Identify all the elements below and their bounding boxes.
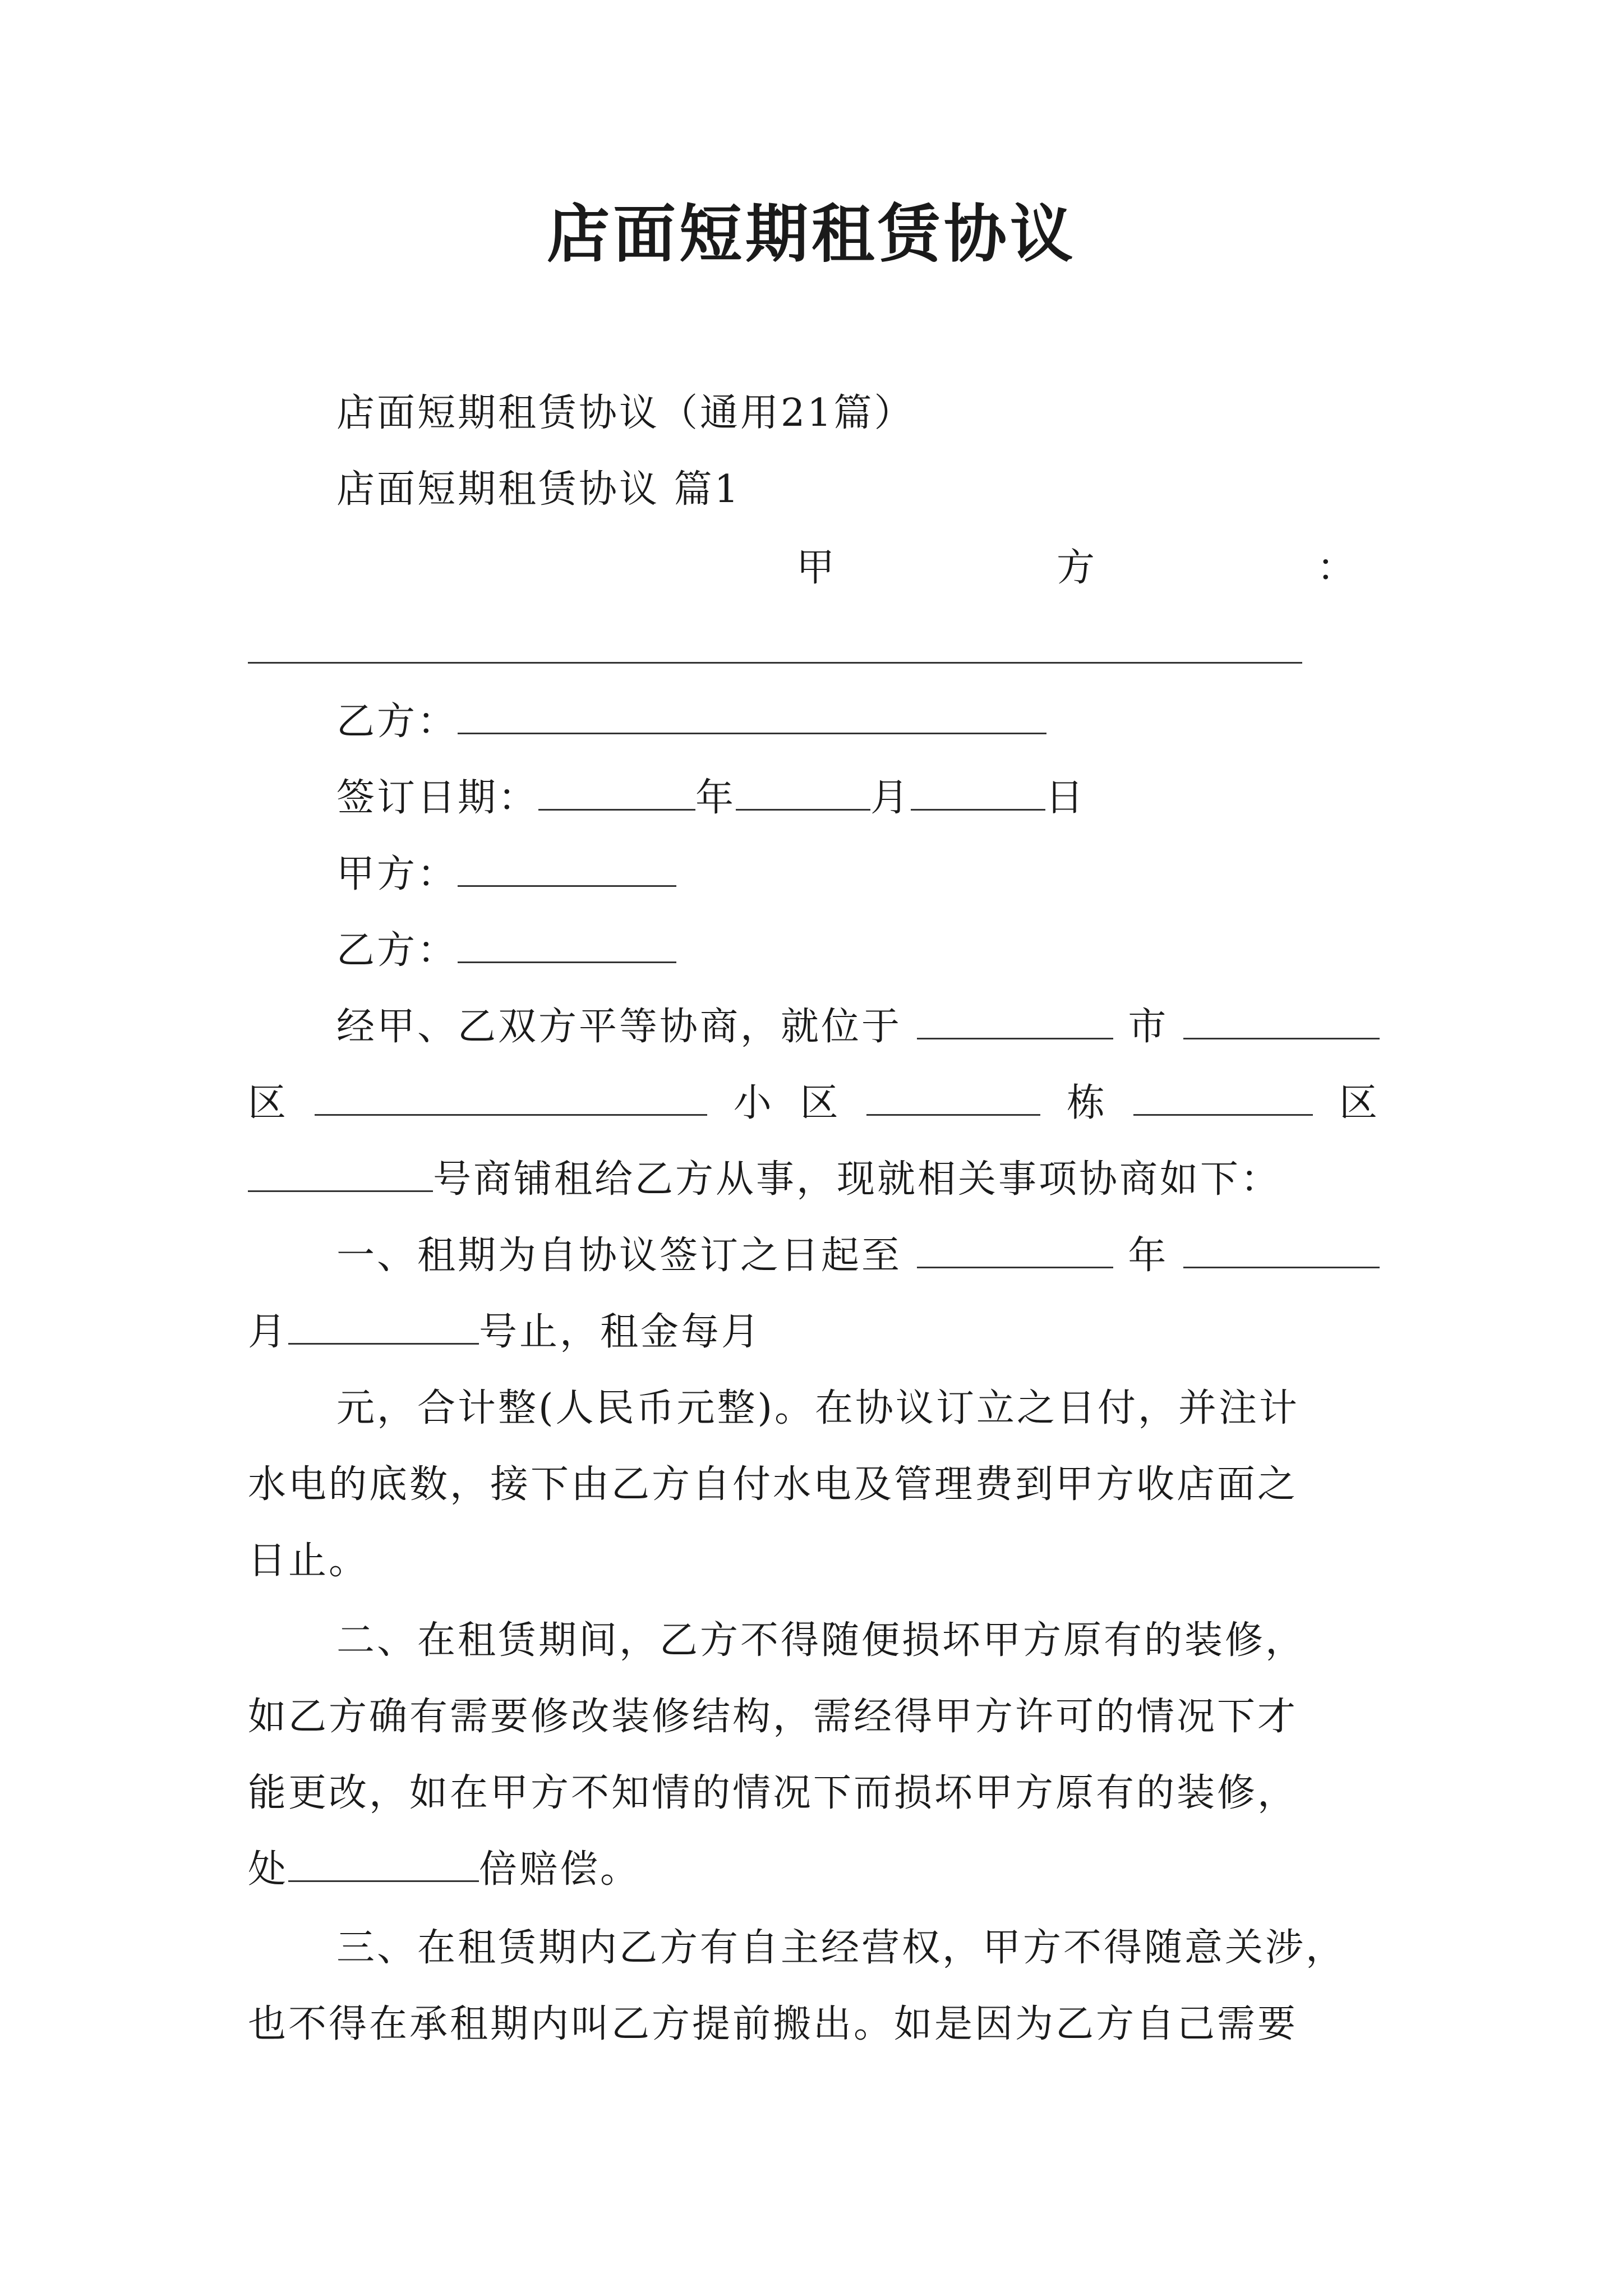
sign-date-label: 签订日期： <box>336 776 539 820</box>
p1-text-a: 经甲、乙双方平等协商，就位于 <box>336 1005 902 1049</box>
p1-city-blank <box>917 1004 1113 1039</box>
month-blank <box>736 775 870 811</box>
party-a-colon: ： <box>1316 546 1357 590</box>
p4-text-b: 倍赔偿。 <box>479 1847 641 1892</box>
subtitle: 店面短期租赁协议（通用21篇） <box>336 391 915 435</box>
p1-text-h: 号商铺租给乙方从事，现就相关事项协商如下： <box>433 1157 1281 1202</box>
paragraph-1-line-2 <box>248 1078 1380 1129</box>
p2-text-a: 一、租期为自协议签订之日起至 <box>336 1234 902 1278</box>
paragraph-2-line-1 <box>336 1231 1380 1281</box>
p1-area-label: 区 <box>800 1081 841 1125</box>
paragraph-5-line-2: 也不得在承租期内叫乙方提前搬出。如是因为乙方自己需要 <box>248 2002 1298 2046</box>
paragraph-2-line-2 <box>248 1307 1398 1358</box>
party-b-short-blank <box>458 928 676 963</box>
p1-area-blank <box>315 1080 707 1116</box>
p1-district-blank <box>1183 1004 1380 1039</box>
p2-year-label: 年 <box>1128 1234 1169 1278</box>
p1-zone-label: 区 <box>1339 1081 1380 1125</box>
year-blank <box>538 775 695 811</box>
paragraph-4-line-1: 二、在租赁期间，乙方不得随便损坏甲方原有的装修， <box>336 1618 1306 1663</box>
party-a-fill-line <box>248 662 1302 664</box>
paragraph-4-line-2: 如乙方确有需要修改装修结构，需经得甲方许可的情况下才 <box>248 1695 1298 1739</box>
party-a-short-line <box>336 849 1402 900</box>
paragraph-3-line-2: 水电的底数，接下由乙方自付水电及管理费到甲方收店面之 <box>248 1462 1298 1507</box>
p1-city-label: 市 <box>1128 1005 1169 1049</box>
party-a-short-blank <box>458 852 676 887</box>
day-blank <box>911 775 1045 811</box>
year-label: 年 <box>695 776 736 820</box>
p4-multiple-blank <box>288 1847 479 1882</box>
p2-text-d: 号止，租金每月 <box>479 1310 762 1354</box>
day-label: 日 <box>1045 776 1086 820</box>
month-label: 月 <box>870 776 911 820</box>
paragraph-1-line-1 <box>336 1002 1380 1052</box>
party-b-line <box>336 697 1402 747</box>
p2-day-blank <box>288 1309 479 1345</box>
p2-year-blank <box>917 1233 1113 1268</box>
p1-district-label: 区 <box>248 1081 289 1125</box>
party-a-heading <box>796 543 1357 593</box>
p1-small-label: 小 <box>733 1081 774 1125</box>
party-a-short-label: 甲方： <box>336 852 458 896</box>
party-b-short-line <box>336 926 1402 976</box>
party-b-label: 乙方： <box>336 700 458 744</box>
p1-zone-blank <box>1133 1080 1313 1116</box>
document-title: 店面短期租赁协议 <box>547 197 1076 271</box>
paragraph-4-line-4 <box>248 1844 1398 1895</box>
p1-building-label: 栋 <box>1067 1081 1108 1125</box>
paragraph-3-line-1: 元，合计整(人民币元整)。在协议订立之日付，并注计 <box>336 1386 1300 1430</box>
p2-month-blank <box>1183 1233 1380 1268</box>
party-a-char-2: 方 <box>1056 546 1097 590</box>
sign-date-line <box>336 773 1402 823</box>
p2-month-label: 月 <box>248 1310 289 1354</box>
party-b-short-label: 乙方： <box>336 928 458 973</box>
party-b-blank <box>458 699 1046 734</box>
paragraph-3-line-3: 日止。 <box>248 1539 370 1583</box>
p4-text-a: 处 <box>248 1847 289 1892</box>
paragraph-4-line-3: 能更改，如在甲方不知情的情况下而损坏甲方原有的装修， <box>248 1771 1298 1815</box>
paragraph-1-line-3 <box>248 1154 1398 1205</box>
p1-number-blank <box>248 1157 433 1192</box>
chapter-heading: 店面短期租赁协议 篇1 <box>336 467 741 512</box>
paragraph-5-line-1: 三、在租赁期内乙方有自主经营权，甲方不得随意关涉， <box>336 1926 1347 1970</box>
party-a-char-1: 甲 <box>796 546 837 590</box>
p1-building-blank <box>866 1080 1040 1116</box>
